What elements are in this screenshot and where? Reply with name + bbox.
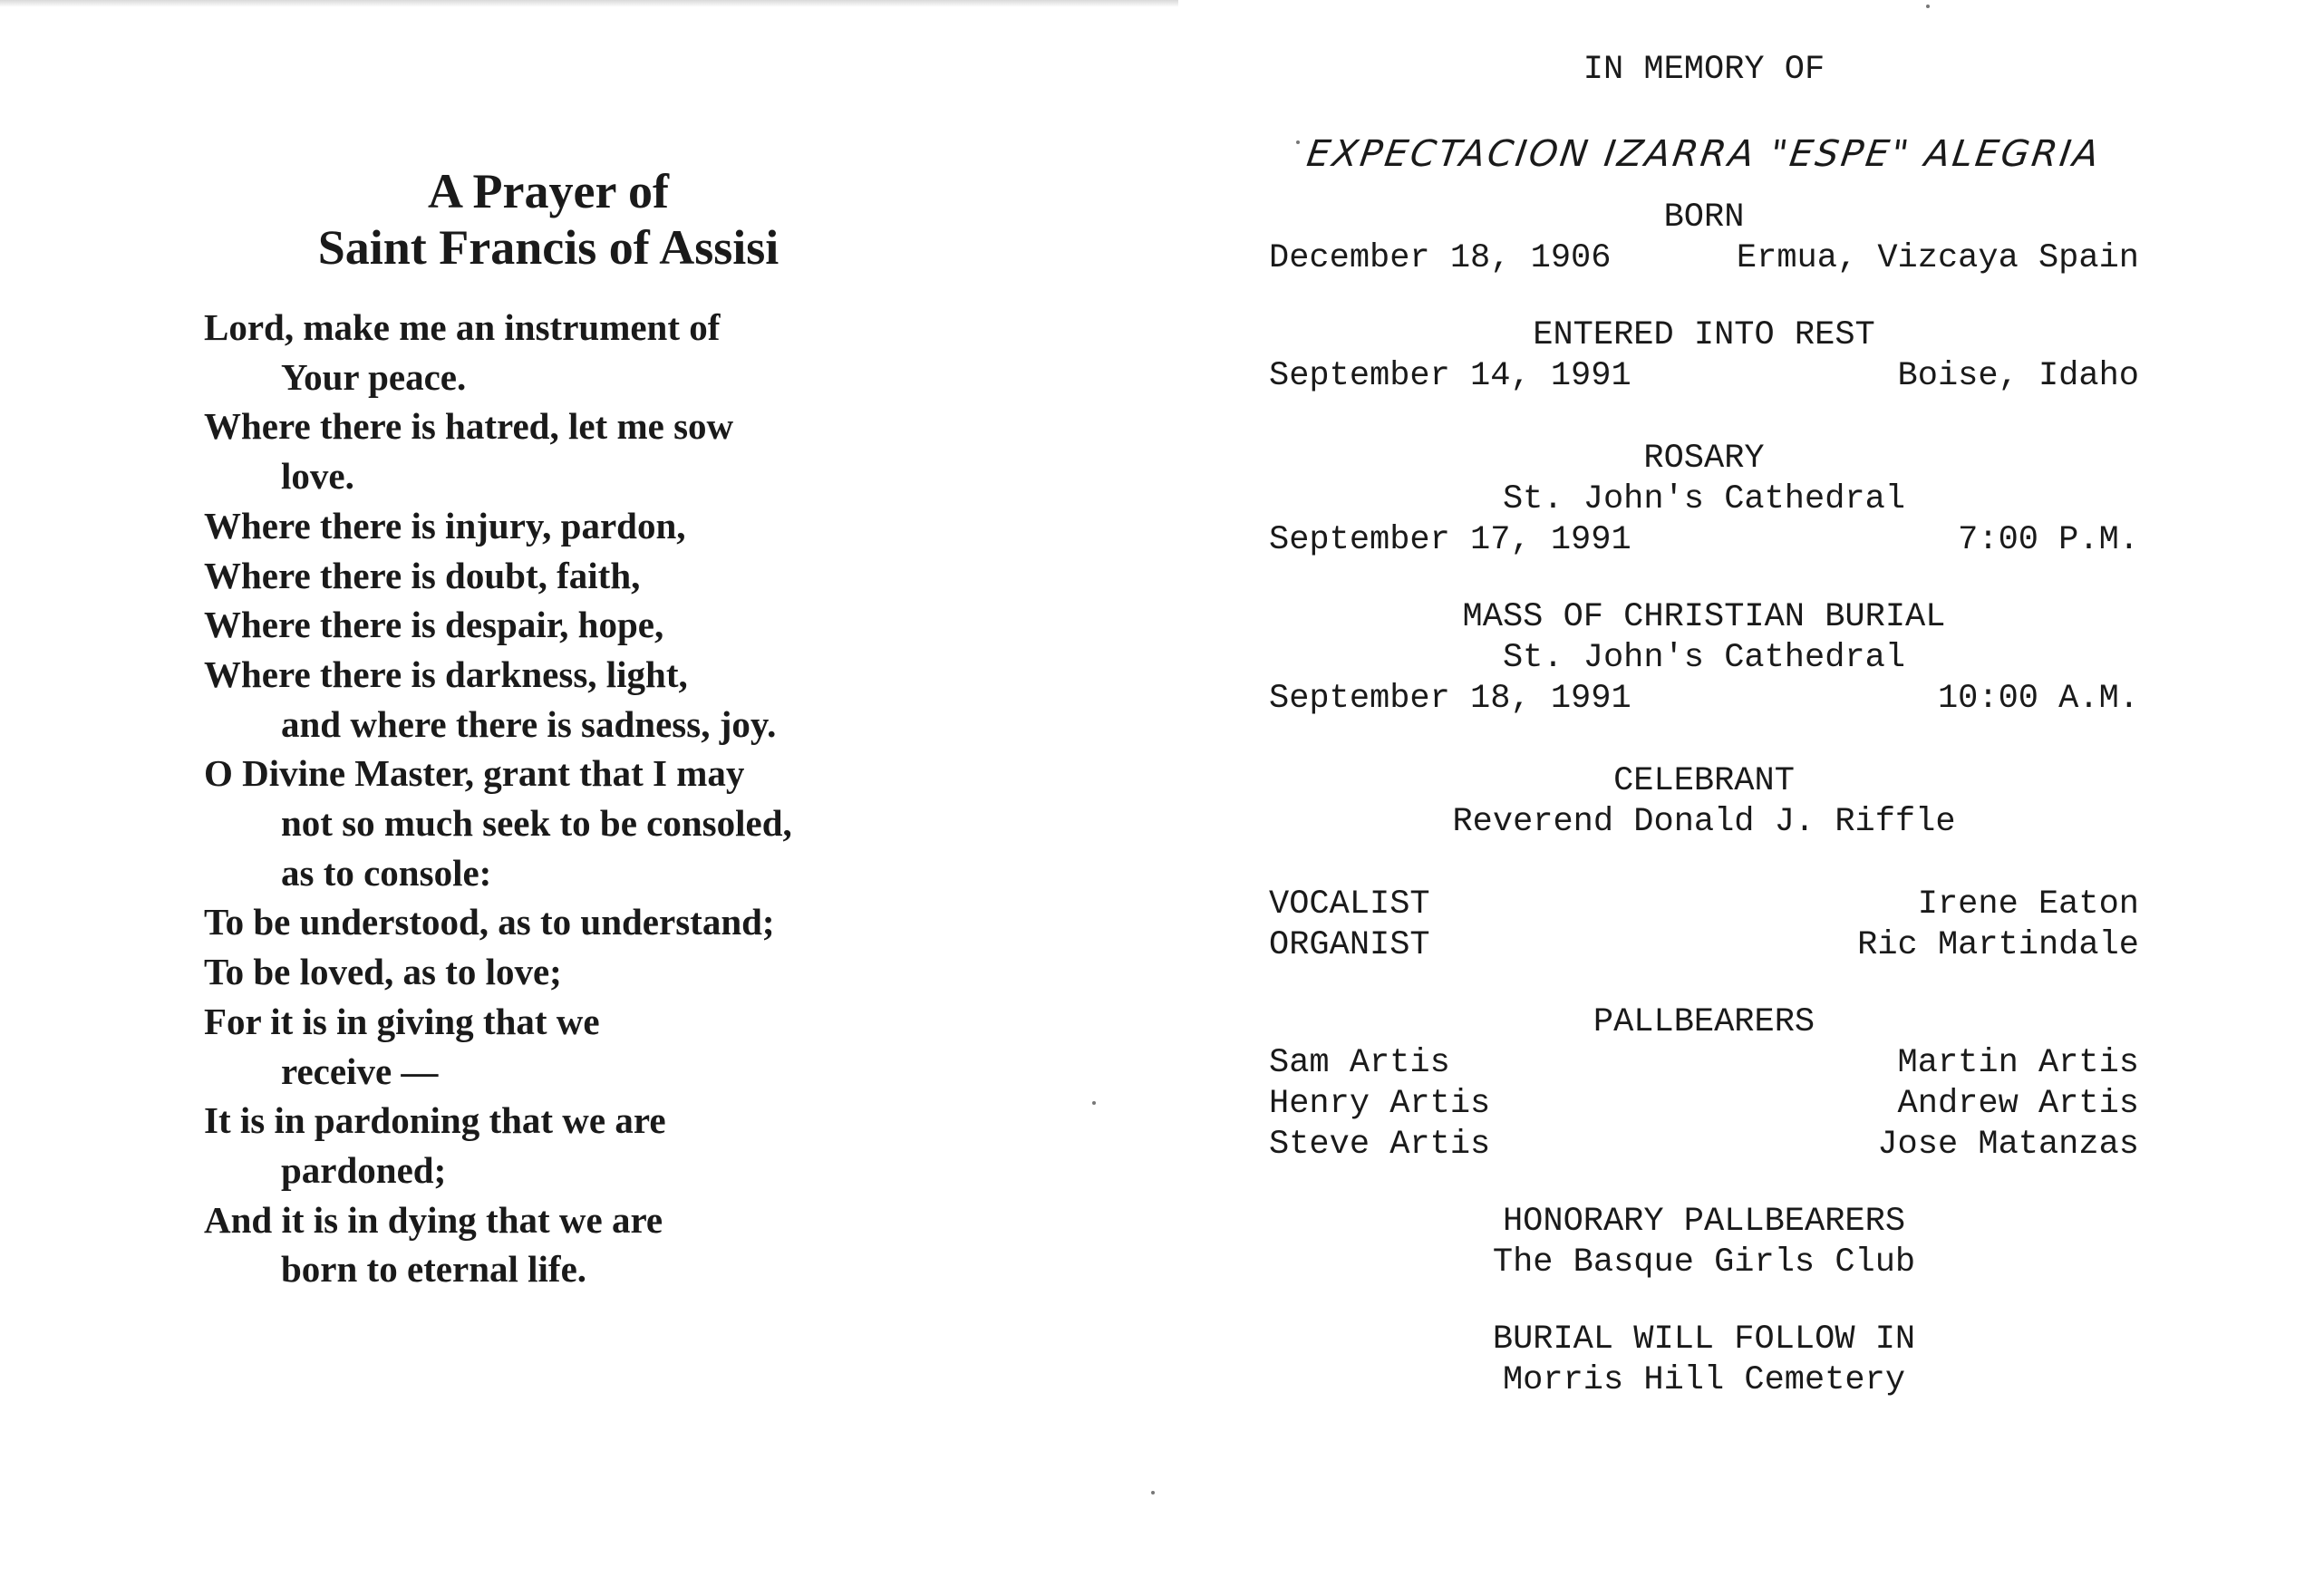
burial-place: Morris Hill Cemetery [1502, 1361, 1906, 1399]
prayer-line: Where there is doubt, faith, [204, 554, 641, 596]
prayer-title-line-1: A Prayer of [428, 164, 669, 218]
scan-speck [1296, 140, 1300, 144]
celebrant-label: CELEBRANT [1613, 762, 1795, 800]
rest-place: Boise, Idaho [1897, 357, 2139, 395]
honorary-name: The Basque Girls Club [1492, 1243, 1916, 1282]
scan-speck [1092, 1101, 1096, 1105]
prayer-line: And it is in dying that we are [204, 1198, 663, 1241]
pallbearers-list [1269, 1043, 2139, 1166]
prayer-text [204, 303, 929, 1294]
prayer-line: born to eternal life. [281, 1248, 587, 1291]
prayer-line: Your peace. [281, 355, 467, 398]
rest-label: ENTERED INTO REST [1533, 316, 1875, 354]
scan-speck [1926, 5, 1930, 8]
prayer-line: For it is in giving that we [204, 1000, 600, 1042]
born-row [1269, 238, 2139, 279]
prayer-line: as to console: [281, 851, 492, 894]
prayer-panel [204, 163, 929, 1294]
pallbearer-name: Steve Artis [1269, 1126, 1491, 1164]
burial-label: BURIAL WILL FOLLOW IN [1492, 1320, 1916, 1359]
mass-location: St. John's Cathedral [1502, 639, 1906, 677]
prayer-line: Where there is hatred, let me sow [204, 405, 734, 448]
vocalist-label: VOCALIST [1269, 885, 1430, 924]
born-place: Ermua, Vizcaya Spain [1736, 239, 2139, 277]
prayer-line: To be loved, as to love; [204, 951, 562, 993]
organist-name: Ric Martindale [1857, 926, 2139, 964]
prayer-line: Where there is injury, pardon, [204, 504, 686, 547]
pallbearer-name: Henry Artis [1269, 1085, 1491, 1123]
prayer-title-line-2: Saint Francis of Assisi [317, 220, 779, 275]
prayer-line: love. [281, 455, 354, 498]
deceased-name: EXPECTACION IZARRA "ESPE" ALEGRIA [1303, 133, 2105, 175]
organist-label: ORGANIST [1269, 926, 1430, 964]
rosary-location: St. John's Cathedral [1502, 480, 1906, 518]
pallbearer-name: Sam Artis [1269, 1044, 1450, 1082]
rosary-date: September 17, 1991 [1269, 521, 1631, 559]
pallbearer-row [1269, 1084, 2139, 1125]
mass-date: September 18, 1991 [1269, 680, 1631, 718]
born-label: BORN [1663, 198, 1745, 237]
prayer-line: O Divine Master, grant that I may [204, 752, 745, 795]
pallbearer-row [1269, 1043, 2139, 1084]
organist-row [1269, 925, 2139, 966]
prayer-line: It is in pardoning that we are [204, 1099, 666, 1142]
vocalist-row [1269, 885, 2139, 925]
prayer-line: Where there is darkness, light, [204, 653, 688, 695]
scan-edge-shadow [0, 0, 1178, 7]
mass-row [1269, 679, 2139, 720]
prayer-line: Lord, make me an instrument of [204, 306, 721, 348]
honorary-label: HONORARY PALLBEARERS [1502, 1203, 1906, 1241]
pallbearer-name: Andrew Artis [1897, 1085, 2139, 1123]
in-memory-heading: IN MEMORY OF [1583, 51, 1825, 89]
prayer-line: pardoned; [281, 1148, 447, 1191]
memorial-program [1269, 50, 2139, 1401]
vocalist-name: Irene Eaton [1917, 885, 2139, 924]
prayer-line: not so much seek to be consoled, [281, 802, 792, 845]
pallbearer-name: Jose Matanzas [1877, 1126, 2139, 1164]
mass-time: 10:00 A.M. [1937, 680, 2139, 718]
rosary-row [1269, 520, 2139, 561]
prayer-line: To be understood, as to understand; [204, 901, 775, 943]
rosary-time: 7:00 P.M. [1958, 521, 2139, 559]
born-date: December 18, 1906 [1269, 239, 1612, 277]
prayer-line: receive — [281, 1049, 439, 1092]
mass-label: MASS OF CHRISTIAN BURIAL [1462, 598, 1946, 636]
rest-row [1269, 356, 2139, 397]
rosary-label: ROSARY [1643, 440, 1765, 478]
prayer-title [204, 163, 893, 276]
pallbearers-label: PALLBEARERS [1593, 1003, 1815, 1041]
celebrant-name: Reverend Donald J. Riffle [1452, 803, 1956, 841]
pallbearer-row [1269, 1125, 2139, 1166]
prayer-line: and where there is sadness, joy. [281, 702, 777, 745]
scan-speck [1151, 1491, 1155, 1494]
pallbearer-name: Martin Artis [1897, 1044, 2139, 1082]
prayer-line: Where there is despair, hope, [204, 604, 664, 646]
rest-date: September 14, 1991 [1269, 357, 1631, 395]
